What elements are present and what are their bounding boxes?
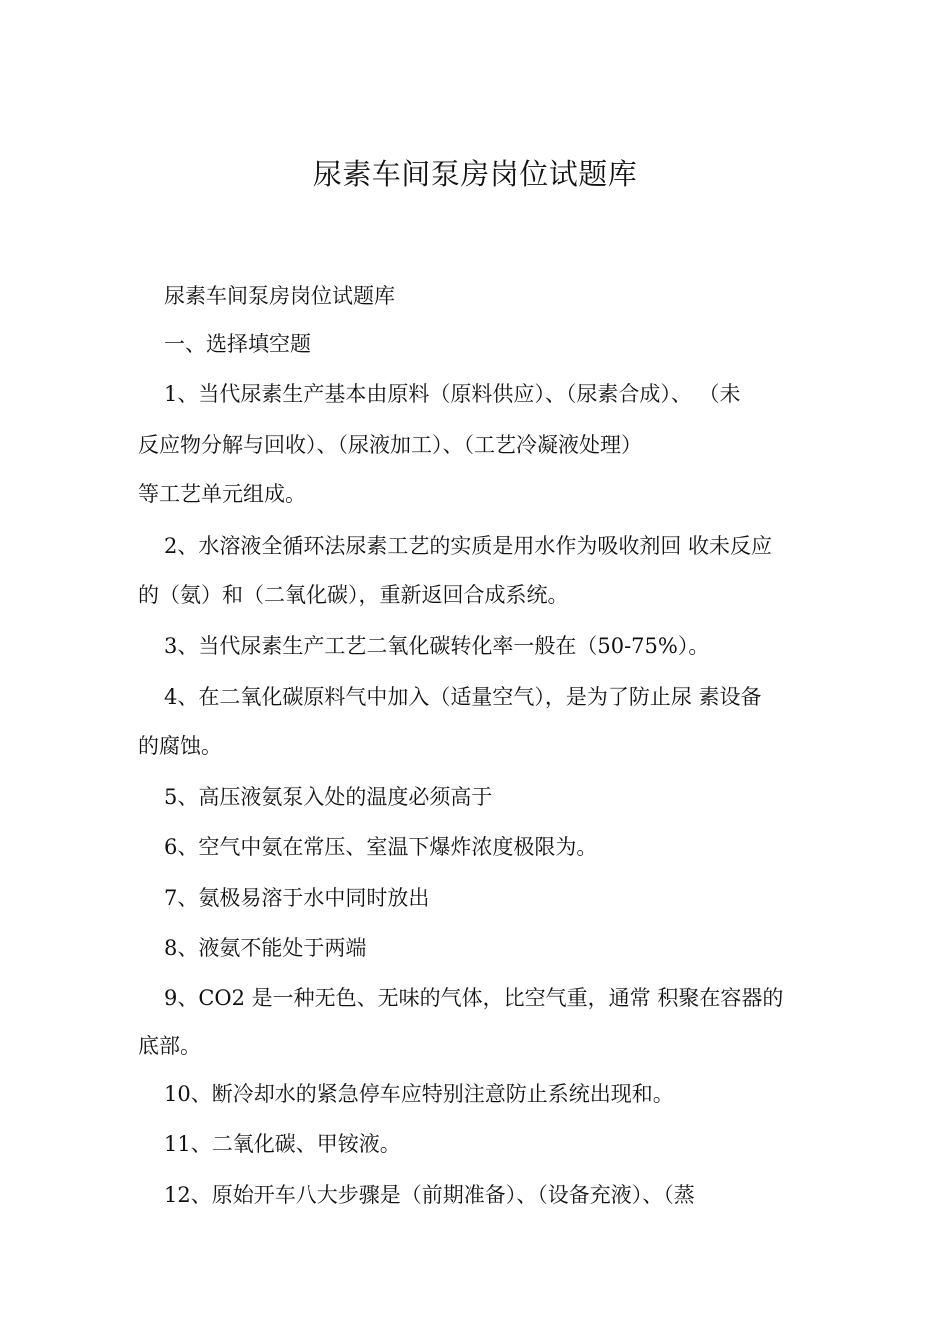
subtitle-line: 尿素车间泵房岗位试题库 bbox=[164, 284, 395, 308]
question-8-line-1: 8、液氨不能处于两端 bbox=[164, 936, 367, 960]
question-4-line-1: 4、在二氧化碳原料气中加入（适量空气），是为了防止尿 素设备 bbox=[164, 685, 762, 709]
document-title: 尿素车间泵房岗位试题库 bbox=[312, 157, 638, 191]
question-9-line-2: 底部。 bbox=[138, 1034, 201, 1058]
question-2-line-1: 2、水溶液全循环法尿素工艺的实质是用水作为吸收剂回 收未反应 bbox=[164, 534, 773, 558]
question-1-line-1: 1、当代尿素生产基本由原料（原料供应）、（尿素合成）、 （未 bbox=[164, 382, 741, 406]
question-12-line-1: 12、原始开车八大步骤是（前期准备）、（设备充液）、（蒸 bbox=[164, 1183, 695, 1207]
question-4-line-2: 的腐蚀。 bbox=[138, 734, 222, 758]
question-2-line-2: 的（氨）和（二氧化碳），重新返回合成系统。 bbox=[138, 583, 569, 607]
question-1-line-3: 等工艺单元组成。 bbox=[138, 482, 306, 506]
question-3-line-1: 3、当代尿素生产工艺二氧化碳转化率一般在（50-75%）。 bbox=[164, 634, 710, 658]
question-5-line-1: 5、高压液氨泵入处的温度必须高于 bbox=[164, 785, 493, 809]
question-7-line-1: 7、氨极易溶于水中同时放出 bbox=[164, 886, 430, 910]
question-6-line-1: 6、空气中氨在常压、室温下爆炸浓度极限为。 bbox=[164, 835, 598, 859]
question-9-line-1: 9、CO2 是一种无色、无味的气体，比空气重，通常 积聚在容器的 bbox=[164, 986, 784, 1010]
question-10-line-1: 10、断冷却水的紧急停车应特别注意防止系统出现和。 bbox=[164, 1082, 674, 1106]
question-1-line-2: 反应物分解与回收）、（尿液加工）、（工艺冷凝液处理） bbox=[138, 433, 642, 457]
question-11-line-1: 11、二氧化碳、甲铵液。 bbox=[164, 1132, 401, 1156]
section-heading: 一、选择填空题 bbox=[164, 332, 311, 356]
